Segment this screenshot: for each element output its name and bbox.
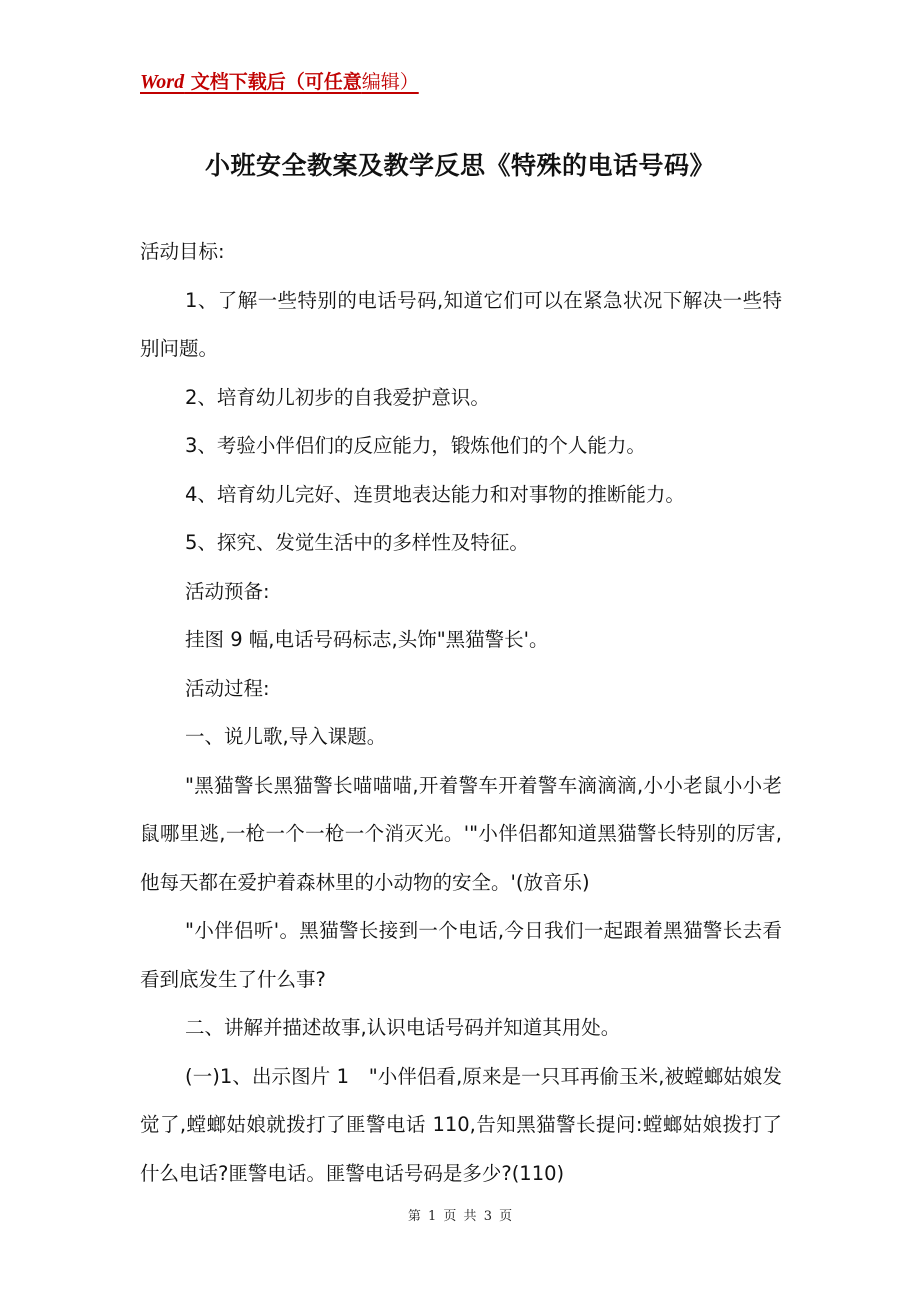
body-paragraph: 1、了解一些特别的电话号码,知道它们可以在紧急状况下解决一些特别问题。: [140, 288, 782, 360]
body-paragraph: 5、探究、发觉生活中的多样性及特征。: [185, 531, 529, 554]
header-word-text: Word: [140, 71, 185, 93]
body-paragraph: 3、考验小伴侣们的反应能力，锻炼他们的个人能力。: [185, 434, 646, 457]
body-paragraph: "黑猫警长黑猫警长喵喵喵,开着警车开着警车滴滴滴,小小老鼠小小老鼠哪里逃,一枪一个一枪一个消灭光。'"小伴侣都知道黑猫警长特别的厉害,他每天都在爱护着森林里的小动物的安全。'(放音乐): [140, 773, 782, 894]
body-paragraph: 活动过程:: [185, 676, 270, 700]
header-bold-text: 文档下载后（可任意: [184, 71, 362, 93]
body-paragraph: 活动目标:: [140, 240, 225, 263]
body-paragraph: 二、讲解并描述故事,认识电话号码并知道其用处。: [185, 1016, 621, 1039]
body-paragraph: 挂图 9 幅,电话号码标志,头饰"黑猫警长'。: [185, 628, 549, 651]
body-paragraph: 一、说儿歌,导入课题。: [185, 725, 387, 748]
download-header-link[interactable]: [140, 66, 419, 97]
document-title: 小班安全教案及教学反思《特殊的电话号码》: [204, 151, 715, 180]
page-footer: 第 1 页 共 3 页: [407, 1209, 513, 1224]
body-paragraph: 2、培育幼儿初步的自我爱护意识。: [185, 385, 490, 409]
document-body: [140, 228, 782, 1198]
body-paragraph: (一)1、出示图片 1 "小伴侣看,原来是一只耳再偷玉米,被螳螂姑娘发觉了,螳螂姑娘就拨打了匪警电话 110,告知黑猫警长提问:螳螂姑娘拨打了什么电话?匪警电话。匪警电话号码是多少?(110): [140, 1064, 782, 1185]
body-paragraph: 4、培育幼儿完好、连贯地表达能力和对事物的推断能力。: [185, 482, 685, 506]
body-paragraph: 活动预备:: [185, 579, 270, 603]
header-tail-text: 编辑）: [361, 71, 419, 93]
body-paragraph: "小伴侣听'。黑猫警长接到一个电话,今日我们一起跟着黑猫警长去看看到底发生了什么事?: [140, 919, 782, 991]
